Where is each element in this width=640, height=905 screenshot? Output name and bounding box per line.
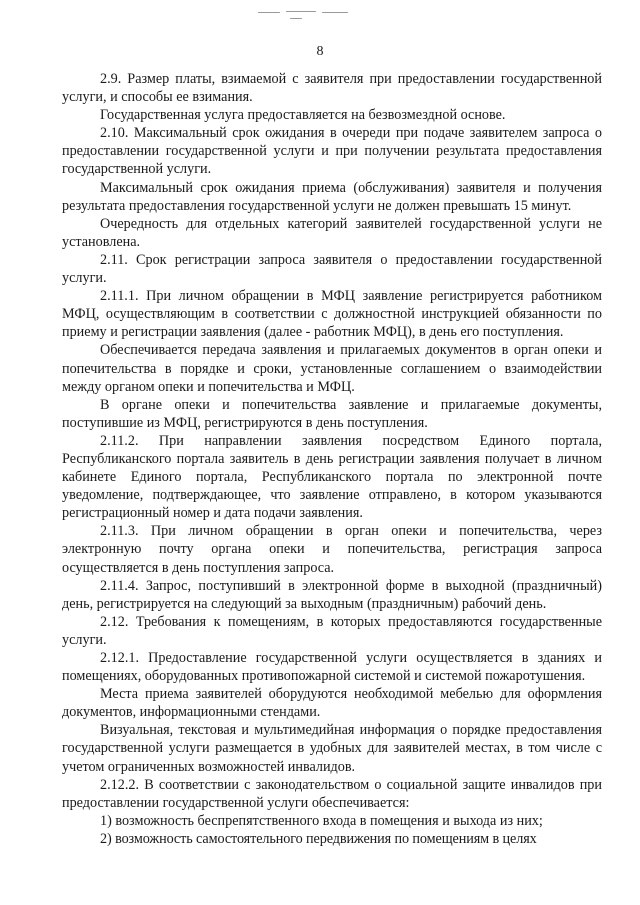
paragraph: 2.11.3. При личном обращении в орган опеки и попечительства, через электронную почту органа опеки и попечительства, регистрация запроса осуществляется в день поступления запроса.: [62, 523, 602, 576]
paragraph: 2.11.4. Запрос, поступивший в электронной форме в выходной (праздничный) день, регистрируется на следующий за выходным (праздничным) рабочий день.: [62, 577, 602, 612]
paragraph: Государственная услуга предоставляется на безвозмездной основе.: [100, 107, 506, 124]
paragraph: 2.12.2. В соответствии с законодательством о социальной защите инвалидов при предоставлении государственной услуги обеспечивается:: [62, 776, 602, 811]
scan-noise: [0, 0, 640, 30]
paragraph: Очередность для отдельных категорий заявителей государственной услуги не установлена.: [62, 215, 602, 250]
paragraph: 2.12. Требования к помещениям, в которых предоставляются государственные услуги.: [62, 613, 602, 648]
paragraph: В органе опеки и попечительства заявление и прилагаемые документы, поступившие из МФЦ, регистрируются в день поступления.: [62, 396, 602, 431]
paragraph: 2.12.1. Предоставление государственной услуги осуществляется в зданиях и помещениях, оборудованных противопожарной системой и системой пожаротушения.: [62, 650, 602, 685]
paragraph: Максимальный срок ожидания приема (обслуживания) заявителя и получения результата предоставления государственной услуги не должен превышать 15 минут.: [62, 179, 602, 214]
paragraph: Обеспечивается передача заявления и прилагаемых документов в орган опеки и попечительства в порядке и сроки, установленные соглашением о взаимодействии между органом опеки и попечительства и МФЦ.: [62, 342, 602, 395]
paragraph: Визуальная, текстовая и мультимедийная информация о порядке предоставления государственной услуги размещается в удобных для заявителей местах, в том числе с учетом ограниченных возможностей инвалидов.: [62, 722, 602, 775]
paragraph: Места приема заявителей оборудуются необходимой мебелью для оформления документов, информационными стендами.: [62, 686, 602, 721]
page-number: 8: [316, 44, 324, 59]
document-body: [62, 70, 602, 848]
paragraph: 1) возможность беспрепятственного входа в помещения и выхода из них;: [100, 812, 543, 829]
paragraph: 2.11. Срок регистрации запроса заявителя о предоставлении государственной услуги.: [62, 251, 602, 287]
paragraph: 2.11.1. При личном обращении в МФЦ заявление регистрируется работником МФЦ, осуществляющим в соответствии с должностной инструкцией обязанности по приему и регистрации заявления (далее - работник МФЦ), в день его поступления.: [62, 288, 602, 341]
paragraph: 2.10. Максимальный срок ожидания в очереди при подаче заявителем запроса о предоставлении государственной услуги и при получении результата предоставления государственной услуги.: [62, 125, 602, 178]
paragraph: 2.9. Размер платы, взимаемой с заявителя при предоставлении государственной услуги, и способы ее взимания.: [62, 71, 602, 106]
paragraph: 2) возможность самостоятельного передвижения по помещениям в целях: [100, 830, 537, 847]
paragraph: 2.11.2. При направлении заявления посредством Единого портала, Республиканского портала заявитель в день регистрации заявления получает в личном кабинете Единого портала, Республиканского портала по электронной почте уведомление, подтверждающее, что заявление отправлено, в котором указываются регистрационный номер и дата подачи заявления.: [62, 432, 602, 522]
